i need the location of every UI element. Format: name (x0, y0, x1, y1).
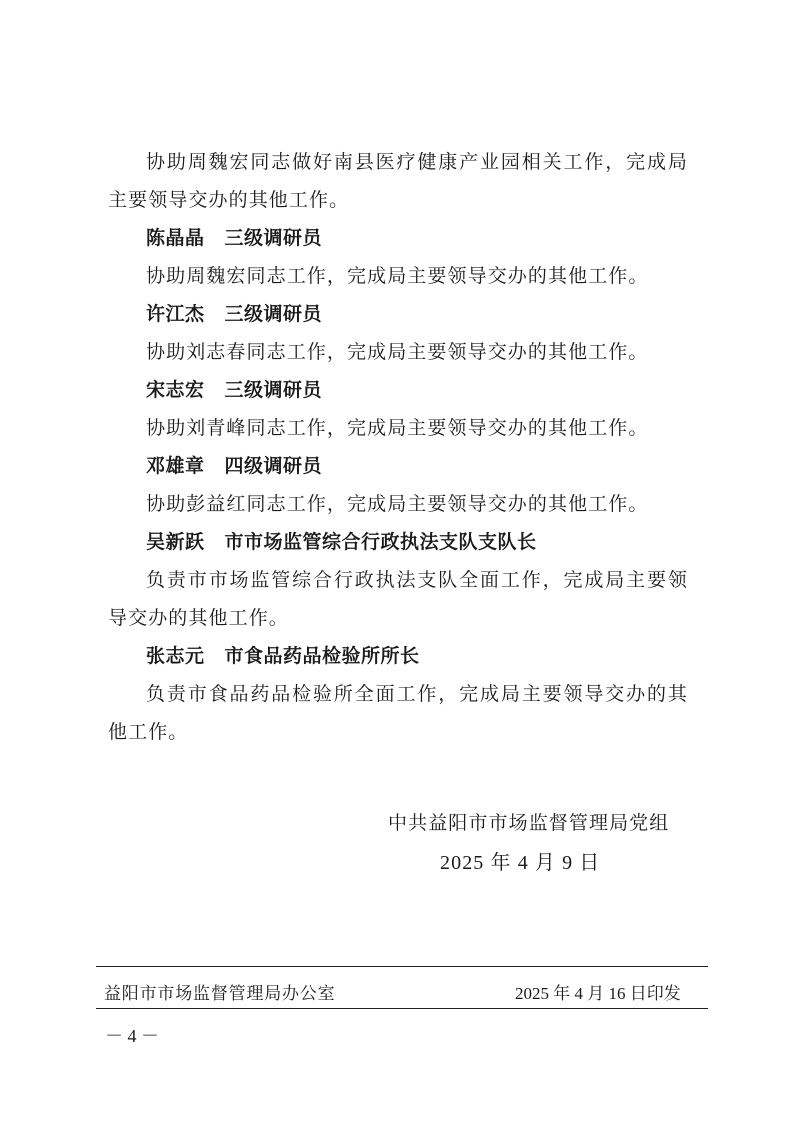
staff-entry (108, 447, 688, 523)
entry-title: 市市场监管综合行政执法支队支队长 (224, 531, 537, 553)
document-body (108, 143, 688, 751)
entry-heading (108, 295, 688, 333)
entry-duty: 协助刘志春同志工作，完成局主要领导交办的其他工作。 (146, 341, 649, 363)
entry-title: 四级调研员 (224, 455, 323, 477)
staff-entry (108, 371, 688, 447)
signature-date: 2025 年 4 月 9 日 (440, 852, 601, 874)
staff-entry (108, 219, 688, 295)
staff-entry (108, 295, 688, 371)
footer-bottom-rule (96, 1008, 708, 1009)
entry-duty: 协助彭益红同志工作，完成局主要领导交办的其他工作。 (146, 493, 649, 515)
page-number: － 4 － (105, 1026, 159, 1046)
staff-entry (108, 523, 688, 637)
entry-duty: 负责市食品药品检验所全面工作，完成局主要领导交办的其他工作。 (108, 683, 688, 743)
entry-duty: 协助刘青峰同志工作，完成局主要领导交办的其他工作。 (146, 417, 649, 439)
entry-name: 陈晶晶 (146, 227, 205, 249)
entry-heading (108, 219, 688, 257)
entry-heading (108, 371, 688, 409)
entry-title: 三级调研员 (224, 227, 323, 249)
footer-issuer: 益阳市市场监督管理局办公室 (104, 984, 336, 1004)
entry-heading (108, 523, 688, 561)
entry-name: 许江杰 (146, 303, 205, 325)
footer-print-date: 2025 年 4 月 16 日印发 (515, 984, 681, 1003)
entry-name: 张志元 (146, 645, 205, 667)
entry-title: 三级调研员 (224, 379, 323, 401)
intro-paragraph: 协助周魏宏同志做好南县医疗健康产业园相关工作，完成局主要领导交办的其他工作。 (108, 151, 688, 211)
footer-top-rule (96, 966, 708, 967)
entry-name: 吴新跃 (146, 531, 205, 553)
entry-name: 宋志宏 (146, 379, 205, 401)
entry-title: 市食品药品检验所所长 (224, 645, 420, 667)
staff-entry (108, 637, 688, 751)
entry-duty: 负责市市场监管综合行政执法支队全面工作，完成局主要领导交办的其他工作。 (108, 569, 688, 629)
signature-organization: 中共益阳市市场监督管理局党组 (388, 812, 670, 834)
entry-heading (108, 637, 688, 675)
entry-name: 邓雄章 (146, 455, 205, 477)
entry-title: 三级调研员 (224, 303, 323, 325)
entry-duty: 协助周魏宏同志工作，完成局主要领导交办的其他工作。 (146, 265, 649, 287)
entry-heading (108, 447, 688, 485)
